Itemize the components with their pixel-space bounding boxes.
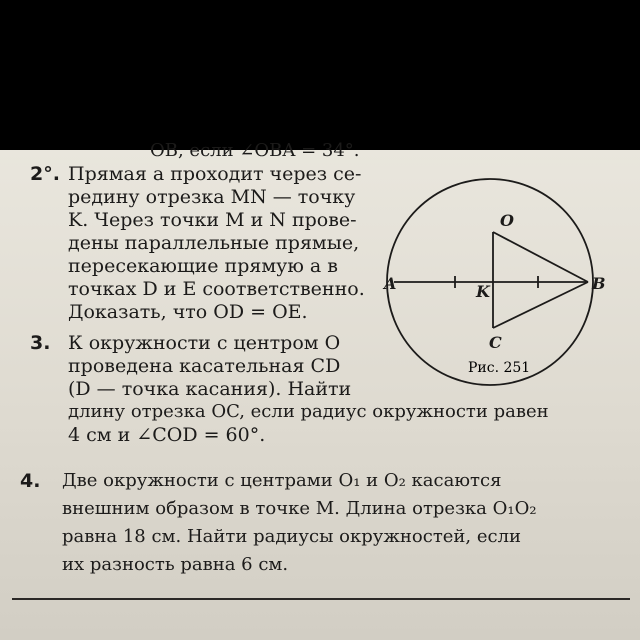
problem-3-line-2: проведена касательная CD [68, 355, 341, 377]
top-fragment: OB, если ∠OBA = 34°. [150, 140, 360, 161]
label-c: C [489, 333, 502, 352]
problem-4-line-2: внешним образом в точке M. Длина отрезка O₁O₂ [62, 498, 537, 519]
problem-2-line-2: редину отрезка MN — точку [68, 186, 356, 208]
label-k: K [476, 282, 490, 301]
segment-cb [493, 282, 588, 328]
label-b: B [592, 274, 606, 293]
problem-2-line-1: Прямая a проходит через се- [68, 163, 362, 185]
problem-3-line-1: К окружности с центром O [68, 332, 341, 354]
label-o: O [500, 211, 514, 230]
problem-3-number: 3. [30, 332, 51, 354]
problem-4-number: 4. [20, 470, 41, 492]
segment-ob [493, 232, 588, 282]
problem-3-line-4: длину отрезка OC, если радиус окружности равен [68, 401, 549, 422]
problem-2-line-4: дены параллельные прямые, [68, 232, 360, 254]
problem-2-number: 2°. [30, 163, 60, 185]
problem-2-line-6: точках D и E соответственно. [68, 278, 365, 300]
problem-4-line-3: равна 18 см. Найти радиусы окружностей, если [62, 526, 522, 547]
problem-4-line-1: Две окружности с центрами O₁ и O₂ касаются [62, 470, 502, 491]
problem-4-line-4: их разность равна 6 см. [62, 554, 289, 575]
problem-3-line-3: (D — точка касания). Найти [68, 378, 352, 400]
problem-2-line-7: Доказать, что OD = OE. [68, 301, 308, 323]
problem-2-line-5: пересекающие прямую a в [68, 255, 338, 277]
label-a: A [384, 274, 397, 293]
problem-3-line-5: 4 см и ∠COD = 60°. [68, 424, 266, 446]
bottom-rule [12, 598, 630, 600]
figure-caption: Рис. 251 [468, 360, 531, 376]
problem-2-line-3: K. Через точки M и N прове- [68, 209, 357, 231]
